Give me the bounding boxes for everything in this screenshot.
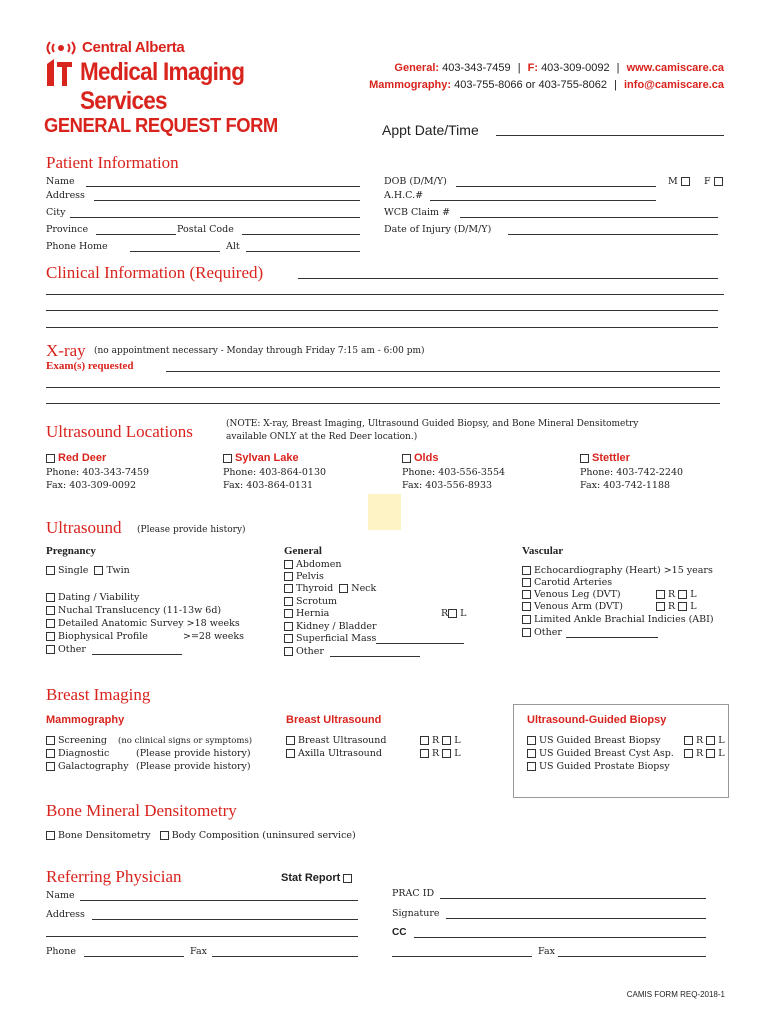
alt-label: Alt xyxy=(226,241,240,252)
ahc-label: A.H.C.# xyxy=(384,190,424,201)
leg-side[interactable] xyxy=(656,589,697,600)
location-fax: Fax: 403-556-8933 xyxy=(402,480,493,491)
vascular-item[interactable] xyxy=(522,577,612,588)
website-link[interactable]: www.camiscare.ca xyxy=(626,62,724,74)
phone-home-label: Phone Home xyxy=(46,241,108,252)
general-item-label: Thyroid xyxy=(296,583,334,594)
bmd-title: Bone Mineral Densitometry xyxy=(46,801,237,820)
name-field[interactable] xyxy=(86,186,360,187)
clinical-field-4[interactable] xyxy=(46,327,718,328)
checkbox[interactable] xyxy=(522,590,531,599)
diagnostic-row[interactable] xyxy=(46,748,109,759)
r-label: R xyxy=(696,748,704,759)
preg-item[interactable] xyxy=(46,631,148,642)
sep: | xyxy=(614,79,617,91)
general-item-label: Hernia xyxy=(296,608,330,619)
checkbox[interactable] xyxy=(284,622,293,631)
ref-name-field[interactable] xyxy=(80,900,358,901)
breast-title: Breast Imaging xyxy=(46,685,151,704)
l-label: L xyxy=(460,608,467,619)
stat-report[interactable] xyxy=(281,872,355,884)
location-checkbox-row[interactable] xyxy=(223,452,326,464)
r-checkbox[interactable] xyxy=(656,602,665,611)
arm-side[interactable] xyxy=(656,601,697,612)
checkbox[interactable] xyxy=(527,749,536,758)
l-label: L xyxy=(690,601,697,612)
r-checkbox[interactable] xyxy=(684,736,693,745)
bmd-row xyxy=(46,830,356,841)
location-red-deer xyxy=(46,452,149,491)
checkbox[interactable] xyxy=(46,593,55,602)
biopsy-item-label: US Guided Prostate Biopsy xyxy=(539,761,670,772)
r-checkbox[interactable] xyxy=(656,590,665,599)
location-stettler xyxy=(580,452,683,491)
checkbox[interactable] xyxy=(284,572,293,581)
checkbox[interactable] xyxy=(522,566,531,575)
ultrasound-title: Ultrasound xyxy=(46,518,122,537)
referring-title: Referring Physician xyxy=(46,867,182,886)
r-checkbox[interactable] xyxy=(448,609,457,618)
general-item-label: Superficial Mass xyxy=(296,633,377,644)
ref-address-label: Address xyxy=(46,909,85,920)
general-other-field[interactable] xyxy=(330,656,420,657)
signature-field[interactable] xyxy=(446,918,706,919)
ref-phone-label: Phone xyxy=(46,946,76,957)
appt-label: Appt Date/Time xyxy=(382,122,479,138)
us-locations-note-2: available ONLY at the Red Deer location.) xyxy=(226,432,418,442)
xray-title: X-ray xyxy=(46,341,86,360)
body-comp-label: Body Composition (uninsured service) xyxy=(171,830,356,841)
r-checkbox[interactable] xyxy=(420,736,429,745)
address-label: Address xyxy=(46,190,85,201)
f-label: F xyxy=(704,176,711,187)
dob-field[interactable] xyxy=(456,186,656,187)
vascular-item-label: Venous Arm (DVT) xyxy=(534,601,623,612)
stettler-checkbox[interactable] xyxy=(580,454,589,463)
injury-field[interactable] xyxy=(508,234,718,235)
clinical-field-1[interactable] xyxy=(298,278,718,279)
l-label: L xyxy=(690,589,697,600)
postal-label: Postal Code xyxy=(177,224,234,235)
twin-checkbox[interactable] xyxy=(94,566,103,575)
preg-item-label: Detailed Anatomic Survey >18 weeks xyxy=(58,618,240,629)
axilla-side[interactable] xyxy=(420,748,461,759)
location-fax: Fax: 403-742-1188 xyxy=(580,480,671,491)
r-label: R xyxy=(432,735,440,746)
checkbox[interactable] xyxy=(522,602,531,611)
general-item-label: Other xyxy=(296,646,324,657)
bpp-weeks: >=28 weeks xyxy=(183,631,245,642)
checkbox[interactable] xyxy=(522,628,531,637)
stat-checkbox[interactable] xyxy=(343,874,352,883)
checkbox[interactable] xyxy=(46,736,55,745)
preg-other-field[interactable] xyxy=(92,654,182,655)
vascular-item-label: Echocardiography (Heart) >15 years xyxy=(534,565,713,576)
single-checkbox[interactable] xyxy=(46,566,55,575)
location-checkbox-row[interactable] xyxy=(46,452,149,464)
sticky-note xyxy=(368,494,401,530)
preg-item[interactable] xyxy=(46,644,86,655)
r-label: R xyxy=(668,601,676,612)
mammo-label: Mammography: xyxy=(369,79,452,91)
wcb-field[interactable] xyxy=(460,217,718,218)
checkbox[interactable] xyxy=(527,736,536,745)
fax-label: F: xyxy=(527,62,538,74)
hernia-side[interactable] xyxy=(441,608,466,619)
cyst-side[interactable] xyxy=(684,748,725,759)
checkbox[interactable] xyxy=(522,615,531,624)
r-label: R xyxy=(668,589,676,600)
ref-fax-label: Fax xyxy=(190,946,207,957)
vascular-item[interactable] xyxy=(522,627,562,638)
l-label: L xyxy=(718,735,725,746)
l-checkbox[interactable] xyxy=(442,736,451,745)
preg-item-label: Other xyxy=(58,644,86,655)
ultrasound-note: (Please provide history) xyxy=(137,525,246,535)
preg-item[interactable] xyxy=(46,618,240,629)
prac-field[interactable] xyxy=(440,898,706,899)
preg-item-label: Nuchal Translucency (11-13w 6d) xyxy=(58,605,222,616)
general-item[interactable] xyxy=(284,596,337,607)
vascular-item[interactable] xyxy=(522,614,714,625)
bus-title: Breast Ultrasound xyxy=(286,714,382,726)
location-checkbox-row[interactable] xyxy=(580,452,683,464)
preg-item[interactable] xyxy=(46,592,139,603)
galacto-label: Galactography xyxy=(58,761,129,772)
preg-item[interactable] xyxy=(46,605,221,616)
screening-note: (no clinical signs or symptoms) xyxy=(118,736,253,746)
signal-icon xyxy=(44,40,78,56)
twin-label: Twin xyxy=(106,565,130,576)
location-fax: Fax: 403-309-0092 xyxy=(46,480,137,491)
phone-home-field[interactable] xyxy=(130,251,220,252)
screening-row[interactable] xyxy=(46,735,107,746)
location-phone: Phone: 403-742-2240 xyxy=(580,467,684,478)
ref-phone-field[interactable] xyxy=(84,956,184,957)
single-twin-row xyxy=(46,565,130,576)
xray-note: (no appointment necessary - Monday through Friday 7:15 am - 6:00 pm) xyxy=(94,346,425,356)
ref-address-field-2[interactable] xyxy=(46,936,358,937)
bus-item-label: Breast Ultrasound xyxy=(298,735,387,746)
ref-address-field[interactable] xyxy=(92,919,358,920)
cc-fax-field[interactable] xyxy=(558,956,706,957)
exams-field-3[interactable] xyxy=(46,403,720,404)
biopsy-item-label: US Guided Breast Biopsy xyxy=(539,735,661,746)
vascular-other-field[interactable] xyxy=(566,637,658,638)
form-title: GENERAL REQUEST FORM xyxy=(44,115,278,137)
m-label: M xyxy=(668,176,678,187)
vascular-item-label: Other xyxy=(534,627,562,638)
checkbox[interactable] xyxy=(284,647,293,656)
signature-label: Signature xyxy=(392,908,440,919)
l-checkbox[interactable] xyxy=(706,749,715,758)
l-checkbox[interactable] xyxy=(678,590,687,599)
location-phone: Phone: 403-556-3554 xyxy=(402,467,506,478)
location-olds xyxy=(402,452,505,491)
ahc-field[interactable] xyxy=(430,200,656,201)
checkbox[interactable] xyxy=(46,619,55,628)
r-label: R xyxy=(441,608,449,619)
vascular-item[interactable] xyxy=(522,589,621,600)
exams-field-2[interactable] xyxy=(46,387,720,388)
location-phone: Phone: 403-343-7459 xyxy=(46,467,150,478)
vascular-title: Vascular xyxy=(522,545,564,557)
checkbox[interactable] xyxy=(284,560,293,569)
brand-mark-icon xyxy=(44,58,74,88)
location-checkbox-row[interactable] xyxy=(402,452,505,464)
l-label: L xyxy=(454,748,461,759)
checkbox[interactable] xyxy=(46,749,55,758)
biopsy-item-label: US Guided Breast Cyst Asp. xyxy=(539,748,674,759)
general-item-label: Scrotum xyxy=(296,596,338,607)
general-item-label: Abdomen xyxy=(296,559,342,570)
province-field[interactable] xyxy=(96,234,176,235)
mammo-phones: 403-755-8066 or 403-755-8062 xyxy=(454,79,608,91)
fax-phone: 403-309-0092 xyxy=(541,62,610,74)
general-title: General xyxy=(284,545,322,557)
biopsy-item[interactable] xyxy=(527,735,661,746)
prac-label: PRAC ID xyxy=(392,888,435,899)
general-phone: 403-343-7459 xyxy=(442,62,511,74)
olds-checkbox[interactable] xyxy=(402,454,411,463)
diagnostic-label: Diagnostic xyxy=(58,748,110,759)
neck-checkbox[interactable] xyxy=(339,584,348,593)
galacto-row[interactable] xyxy=(46,761,129,772)
biopsy-item[interactable] xyxy=(527,761,670,772)
single-label: Single xyxy=(58,565,89,576)
vascular-item[interactable] xyxy=(522,601,623,612)
address-field[interactable] xyxy=(94,200,360,201)
galacto-history: (Please provide history) xyxy=(136,761,251,772)
cc-fax-label: Fax xyxy=(538,946,555,957)
brand-main: Medical Imaging Services xyxy=(80,58,245,115)
f-checkbox[interactable] xyxy=(714,177,723,186)
ref-fax-field[interactable] xyxy=(212,956,358,957)
r-checkbox[interactable] xyxy=(684,749,693,758)
biopsy-item[interactable] xyxy=(527,748,674,759)
sylvan-lake-checkbox[interactable] xyxy=(223,454,232,463)
exams-label: Exam(s) requested xyxy=(46,360,134,372)
general-item[interactable] xyxy=(284,646,324,657)
patient-title: Patient Information xyxy=(46,153,179,172)
checkbox[interactable] xyxy=(284,634,293,643)
sep: | xyxy=(616,62,620,74)
mammo-title: Mammography xyxy=(46,714,125,726)
checkbox[interactable] xyxy=(286,749,295,758)
vascular-item-label: Limited Ankle Brachial Indicies (ABI) xyxy=(534,614,714,625)
wcb-label: WCB Claim # xyxy=(384,207,451,218)
general-item[interactable] xyxy=(284,633,376,644)
clinical-field-3[interactable] xyxy=(46,310,718,311)
bus-item[interactable] xyxy=(286,748,382,759)
bus-side[interactable] xyxy=(420,735,461,746)
clinical-title: Clinical Information (Required) xyxy=(46,263,264,282)
l-label: L xyxy=(454,735,461,746)
location-fax: Fax: 403-864-0131 xyxy=(223,480,314,491)
mass-field[interactable] xyxy=(376,643,464,644)
name-label: Name xyxy=(46,176,75,187)
location-name: Stettler xyxy=(592,452,630,464)
bus-item[interactable] xyxy=(286,735,387,746)
sex-m[interactable] xyxy=(668,176,693,187)
l-checkbox[interactable] xyxy=(442,749,451,758)
checkbox[interactable] xyxy=(284,597,293,606)
l-label: L xyxy=(718,748,725,759)
header-contact-2 xyxy=(369,79,724,91)
checkbox[interactable] xyxy=(46,632,55,641)
bone-density-checkbox[interactable] xyxy=(46,831,55,840)
l-checkbox[interactable] xyxy=(678,602,687,611)
footer-code: CAMIS FORM REQ-2018-1 xyxy=(626,990,725,999)
diagnostic-history: (Please provide history) xyxy=(136,748,251,759)
general-item[interactable] xyxy=(284,583,376,594)
header-contact-1 xyxy=(394,62,724,74)
body-comp-checkbox[interactable] xyxy=(160,831,169,840)
checkbox[interactable] xyxy=(284,609,293,618)
general-item-label: Kidney / Bladder xyxy=(296,621,377,632)
general-item[interactable] xyxy=(284,571,324,582)
appt-field[interactable] xyxy=(496,135,724,136)
dob-label: DOB (D/M/Y) xyxy=(384,176,447,187)
biopsy-title: Ultrasound-Guided Biopsy xyxy=(527,714,667,726)
checkbox[interactable] xyxy=(284,584,293,593)
location-name: Sylvan Lake xyxy=(235,452,299,464)
general-item-label: Pelvis xyxy=(296,571,324,582)
general-label: General: xyxy=(394,62,440,74)
clinical-field-2[interactable] xyxy=(46,294,724,295)
location-phone: Phone: 403-864-0130 xyxy=(223,467,327,478)
vascular-item[interactable] xyxy=(522,565,713,576)
us-locations-note-1: (NOTE: X-ray, Breast Imaging, Ultrasound Guided Biopsy, and Bone Mineral Densitometry xyxy=(226,419,639,429)
checkbox[interactable] xyxy=(522,578,531,587)
checkbox[interactable] xyxy=(46,645,55,654)
screening-label: Screening xyxy=(58,735,107,746)
bone-density-label: Bone Densitometry xyxy=(58,830,151,841)
preg-item-label: Biophysical Profile xyxy=(58,631,148,642)
r-label: R xyxy=(696,735,704,746)
sex-f[interactable] xyxy=(704,176,726,187)
exams-field-1[interactable] xyxy=(166,371,720,372)
stat-label: Stat Report xyxy=(281,872,341,884)
email-link[interactable]: info@camiscare.ca xyxy=(624,79,724,91)
m-checkbox[interactable] xyxy=(681,177,690,186)
cc-name-field[interactable] xyxy=(392,956,532,957)
r-label: R xyxy=(432,748,440,759)
r-checkbox[interactable] xyxy=(420,749,429,758)
vascular-item-label: Carotid Arteries xyxy=(534,577,613,588)
brand-top: Central Alberta xyxy=(82,39,185,56)
vascular-item-label: Venous Leg (DVT) xyxy=(534,589,621,600)
checkbox[interactable] xyxy=(46,606,55,615)
postal-field[interactable] xyxy=(242,234,360,235)
alt-field[interactable] xyxy=(246,251,360,252)
bus-item-label: Axilla Ultrasound xyxy=(298,748,382,759)
red-deer-checkbox[interactable] xyxy=(46,454,55,463)
cc-field[interactable] xyxy=(414,937,706,938)
us-locations-title: Ultrasound Locations xyxy=(46,422,193,441)
general-item[interactable] xyxy=(284,608,329,619)
l-checkbox[interactable] xyxy=(706,736,715,745)
pregnancy-title: Pregnancy xyxy=(46,545,96,557)
biopsy-side[interactable] xyxy=(684,735,725,746)
checkbox[interactable] xyxy=(46,762,55,771)
neck-label: Neck xyxy=(351,583,377,594)
checkbox[interactable] xyxy=(286,736,295,745)
sep: | xyxy=(517,62,521,74)
general-item[interactable] xyxy=(284,621,377,632)
location-sylvan-lake xyxy=(223,452,326,491)
logo xyxy=(44,38,304,115)
location-name: Olds xyxy=(414,452,439,464)
general-item[interactable] xyxy=(284,559,342,570)
preg-item-label: Dating / Viability xyxy=(58,592,140,603)
injury-label: Date of Injury (D/M/Y) xyxy=(384,224,492,235)
city-label: City xyxy=(46,207,66,218)
checkbox[interactable] xyxy=(527,762,536,771)
province-label: Province xyxy=(46,224,89,235)
location-name: Red Deer xyxy=(58,452,107,464)
city-field[interactable] xyxy=(70,217,360,218)
ref-name-label: Name xyxy=(46,890,75,901)
cc-label: CC xyxy=(392,927,407,938)
